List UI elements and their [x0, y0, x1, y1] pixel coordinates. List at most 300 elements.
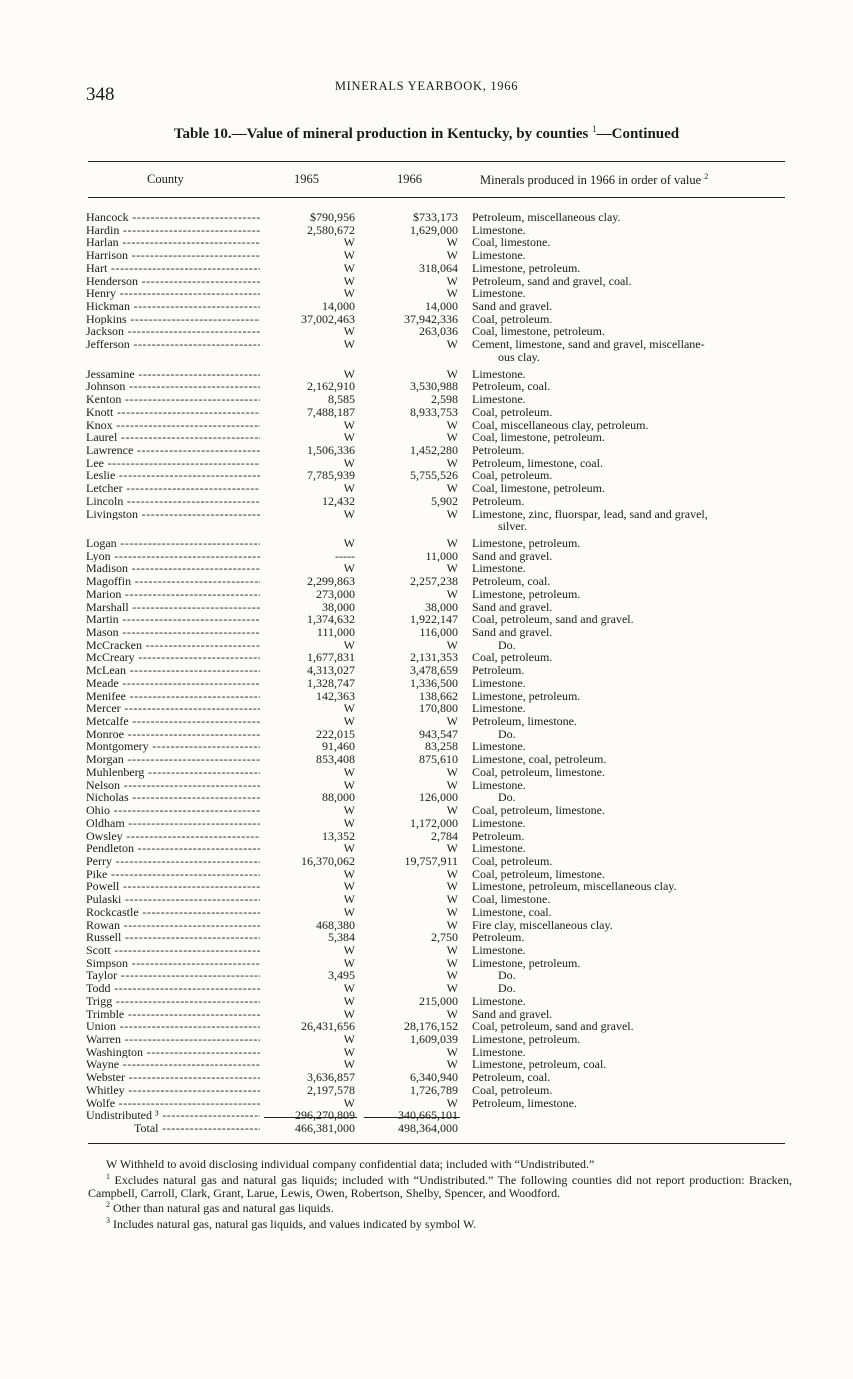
minerals-cell — [472, 588, 790, 601]
footnote-2 — [88, 1199, 792, 1215]
minerals-text: Petroleum, coal. — [472, 379, 551, 394]
value-1965: 12,432 — [322, 493, 355, 508]
minerals-cell — [472, 715, 790, 728]
county-name: Russell ----- — [86, 931, 260, 944]
minerals-text-continued: silver. — [498, 519, 527, 534]
value-1965: 5,384 — [328, 930, 355, 945]
value-1966: 1,172,000 — [410, 815, 458, 830]
value-1965: W — [343, 637, 355, 652]
value-1966: 83,258 — [425, 739, 458, 754]
table-body — [0, 211, 853, 1122]
table-row — [0, 550, 853, 563]
table-row — [0, 588, 853, 601]
value-1966: W — [446, 337, 458, 352]
minerals-cell — [472, 575, 790, 588]
minerals-cell — [472, 677, 790, 690]
value-1965: W — [343, 841, 355, 856]
footnotes — [88, 1158, 792, 1231]
table-row — [0, 677, 853, 690]
minerals-text: Limestone. — [472, 675, 526, 690]
value-1965: W — [343, 701, 355, 716]
total-value-1966: 498,364,000 — [398, 1121, 458, 1135]
value-1966: W — [446, 430, 458, 445]
minerals-cell — [472, 906, 790, 919]
county-name: Martin ----- — [86, 613, 260, 626]
county-name: Owsley ----- — [86, 830, 260, 843]
county-name: Pike ----- — [86, 868, 260, 881]
table-row — [0, 300, 853, 313]
value-1966: W — [446, 714, 458, 729]
minerals-cell — [472, 664, 790, 677]
table-row — [0, 211, 853, 224]
county-name: Henderson ----- — [86, 275, 260, 288]
value-1965: 142,363 — [316, 688, 355, 703]
value-1966: $733,173 — [413, 210, 458, 224]
value-1966: W — [446, 904, 458, 919]
county-name: Menifee ----- — [86, 690, 260, 703]
minerals-text: Coal, petroleum. — [472, 311, 553, 326]
county-name: Jefferson ----- — [86, 338, 260, 351]
county-name: Muhlenberg ----- — [86, 766, 260, 779]
table-row — [0, 995, 853, 1008]
value-1965: 7,488,187 — [307, 404, 355, 419]
footnote-w-text: W Withheld to avoid disclosing individual company confidential data; included with “Undistributed.” — [106, 1157, 595, 1171]
minerals-text: Petroleum. — [472, 930, 525, 945]
value-1966: W — [446, 879, 458, 894]
county-name: McCracken ----- — [86, 639, 260, 652]
footnote-2-mark: 2 — [106, 1200, 110, 1210]
county-name: Union ----- — [86, 1020, 260, 1033]
value-1966: 215,000 — [419, 993, 458, 1008]
value-1966: 116,000 — [419, 625, 458, 639]
minerals-text: Sand and gravel. — [472, 1006, 553, 1021]
value-1965: 853,408 — [316, 752, 355, 767]
minerals-text: Coal, petroleum. — [472, 404, 553, 419]
table-row — [0, 482, 853, 495]
value-1965: W — [343, 866, 355, 881]
value-1966: 943,547 — [419, 726, 458, 741]
value-1965: W — [343, 506, 355, 521]
value-1966: W — [446, 764, 458, 779]
footnote-3-mark: 3 — [106, 1216, 110, 1226]
minerals-cell — [472, 262, 790, 275]
footnote-3-text: Includes natural gas, natural gas liquids, and values indicated by symbol W. — [113, 1217, 477, 1232]
footnote-1-mark: 1 — [106, 1171, 110, 1181]
table-row — [0, 1084, 853, 1097]
county-name: Oldham ----- — [86, 817, 260, 830]
county-name: Powell ----- — [86, 880, 260, 893]
value-1965: W — [343, 455, 355, 470]
table-row — [0, 969, 853, 982]
minerals-text: Petroleum. — [472, 828, 525, 843]
county-name: Lyon ----- — [86, 550, 260, 563]
value-1965: 3,495 — [328, 968, 355, 983]
value-1966: 2,131,353 — [410, 650, 458, 665]
county-name: Leslie ----- — [86, 469, 260, 482]
value-1965: W — [343, 561, 355, 576]
minerals-cell — [472, 338, 790, 363]
value-1965: W — [343, 260, 355, 275]
table-row — [0, 766, 853, 779]
minerals-text-continued: ous clay. — [498, 349, 540, 364]
column-header-1965: 1965 — [294, 172, 319, 186]
minerals-text: Limestone, petroleum. — [472, 1032, 581, 1046]
county-name: Monroe ----- — [86, 728, 260, 741]
minerals-text: Do. — [498, 981, 516, 996]
value-1966: W — [446, 286, 458, 301]
value-1965: W — [343, 1044, 355, 1059]
table-row — [0, 393, 853, 406]
running-head: MINERALS YEARBOOK, 1966 — [334, 79, 519, 93]
table-row — [0, 944, 853, 957]
minerals-text: Sand and gravel. — [472, 625, 553, 639]
minerals-text: Limestone, petroleum. — [472, 688, 581, 703]
value-1966: W — [446, 803, 458, 818]
county-name: Jessamine ----- — [86, 368, 260, 381]
county-name: Taylor ----- — [86, 969, 260, 982]
table-title — [0, 124, 853, 143]
county-name: Webster ----- — [86, 1071, 260, 1084]
value-1966: 6,340,940 — [410, 1070, 458, 1085]
minerals-text: Coal, petroleum, sand and gravel. — [472, 612, 634, 627]
table-row — [0, 957, 853, 970]
footnote-1-text: Excludes natural gas and natural gas liquids; included with “Undistributed.” The following counties did not report production: Bracken, Campbell, Carroll, Clark, Grant, Larue, Lewis, Owen, Robertson, Shelby, Spencer, and Woodford. — [88, 1172, 793, 1200]
minerals-cell — [472, 969, 790, 982]
minerals-text: Petroleum, limestone. — [472, 714, 577, 729]
minerals-text: Petroleum. — [472, 493, 525, 508]
county-name: Hickman ----- — [86, 300, 260, 313]
county-name: Trigg ----- — [86, 995, 260, 1008]
minerals-text: Coal, petroleum. — [472, 468, 553, 483]
table-row — [0, 575, 853, 588]
value-1965: 8,585 — [328, 392, 355, 407]
value-1965: W — [343, 273, 355, 288]
county-name: Johnson ----- — [86, 380, 260, 393]
minerals-text: Limestone, coal, petroleum. — [472, 752, 607, 767]
minerals-text: Coal, limestone, petroleum. — [472, 324, 605, 339]
value-1966: 38,000 — [425, 599, 458, 614]
county-name: Rowan ----- — [86, 919, 260, 932]
county-name: Laurel ----- — [86, 431, 260, 444]
county-name: Hardin ----- — [86, 224, 260, 237]
value-1965: 2,197,578 — [307, 1082, 355, 1097]
value-1965: 7,785,939 — [307, 468, 355, 483]
table-row — [0, 380, 853, 393]
value-1965: 88,000 — [322, 790, 355, 805]
column-header-county: County — [147, 172, 184, 186]
minerals-text: Petroleum, limestone. — [472, 1095, 577, 1110]
county-name: Hancock ----- — [86, 211, 260, 224]
minerals-text: Limestone. — [472, 366, 526, 381]
minerals-cell — [472, 444, 790, 457]
minerals-text: Sand and gravel. — [472, 599, 553, 614]
value-1965: W — [343, 892, 355, 907]
county-name: Harrison ----- — [86, 249, 260, 262]
minerals-text: Petroleum. — [472, 663, 525, 678]
minerals-text: Coal, petroleum, limestone. — [472, 866, 605, 881]
value-1965: 111,000 — [316, 625, 355, 639]
value-1966: W — [446, 248, 458, 263]
table-row — [0, 830, 853, 843]
county-name: Harlan ----- — [86, 236, 260, 249]
value-1966: 1,726,789 — [410, 1082, 458, 1097]
value-1965: W — [343, 714, 355, 729]
county-name: Metcalfe ----- — [86, 715, 260, 728]
county-name: Hart ----- — [86, 262, 260, 275]
value-1966: W — [446, 981, 458, 996]
value-1965: 38,000 — [322, 599, 355, 614]
minerals-text: Coal, petroleum, sand and gravel. — [472, 1019, 634, 1034]
value-1965: 16,370,062 — [301, 853, 355, 868]
county-name: Wolfe ----- — [86, 1097, 260, 1110]
value-1966: W — [446, 866, 458, 881]
value-1966: 1,452,280 — [410, 442, 458, 457]
county-name: Pulaski ----- — [86, 893, 260, 906]
table-row — [0, 715, 853, 728]
value-1966: 138,662 — [419, 688, 458, 703]
value-1966: W — [446, 1057, 458, 1072]
column-header-minerals — [480, 172, 708, 188]
minerals-text: Petroleum, coal. — [472, 1070, 551, 1085]
minerals-text: Limestone. — [472, 739, 526, 754]
table-row — [0, 664, 853, 677]
value-1965: W — [343, 777, 355, 792]
value-1965: W — [343, 235, 355, 250]
value-1966: 263,036 — [419, 324, 458, 339]
table-title-footnote-mark: 1 — [592, 124, 597, 134]
value-1965: 222,015 — [316, 726, 355, 741]
minerals-text: Coal, limestone, petroleum. — [472, 481, 605, 496]
table-row — [0, 982, 853, 995]
minerals-text: Coal, miscellaneous clay, petroleum. — [472, 417, 649, 432]
value-1965: 4,313,027 — [307, 663, 355, 678]
minerals-text: Limestone. — [472, 993, 526, 1008]
value-1965: $790,956 — [310, 210, 355, 224]
table-row — [0, 262, 853, 275]
value-1965: W — [343, 942, 355, 957]
total-value-1965: 466,381,000 — [295, 1121, 355, 1135]
column-header-minerals-text: Minerals produced in 1966 in order of value — [480, 173, 702, 188]
table-row — [0, 495, 853, 508]
county-name: Letcher ----- — [86, 482, 260, 495]
minerals-cell — [472, 957, 790, 970]
value-1966: W — [446, 841, 458, 856]
value-1966: 126,000 — [419, 790, 458, 805]
county-name: Morgan ----- — [86, 753, 260, 766]
minerals-text: Coal, limestone, petroleum. — [472, 430, 605, 445]
table-row — [0, 224, 853, 237]
value-1966: 5,755,526 — [410, 468, 458, 483]
value-1966: 3,478,659 — [410, 663, 458, 678]
value-1965: W — [343, 993, 355, 1008]
table-title-text: Table 10.—Value of mineral production in Kentucky, by counties — [173, 126, 589, 142]
value-1966: W — [446, 955, 458, 970]
table-row — [0, 275, 853, 288]
value-1966: W — [446, 586, 458, 601]
minerals-cell — [472, 626, 790, 639]
value-1966: 2,750 — [431, 930, 458, 945]
value-1965: W — [343, 879, 355, 894]
value-1965: 37,002,463 — [301, 311, 355, 326]
value-1966: 19,757,911 — [404, 853, 458, 868]
table-row — [0, 906, 853, 919]
county-name: Simpson ----- — [86, 957, 260, 970]
page-number: 348 — [86, 84, 115, 105]
minerals-cell — [472, 855, 790, 868]
minerals-cell — [472, 406, 790, 419]
minerals-text: Limestone. — [472, 561, 526, 576]
table-row — [0, 508, 853, 533]
value-1965: W — [343, 1006, 355, 1021]
table-row — [0, 469, 853, 482]
value-1965: W — [343, 815, 355, 830]
table-title-suffix: —Continued — [596, 126, 680, 142]
minerals-text: Coal, petroleum, limestone. — [472, 803, 605, 818]
county-name: Hopkins ----- — [86, 313, 260, 326]
minerals-text: Limestone. — [472, 815, 526, 830]
minerals-text: Coal, petroleum. — [472, 853, 553, 868]
minerals-text: Fire clay, miscellaneous clay. — [472, 917, 613, 932]
county-name: Trimble ----- — [86, 1008, 260, 1021]
value-1966: 11,000 — [425, 548, 458, 563]
value-1966: W — [446, 561, 458, 576]
minerals-cell — [472, 995, 790, 1008]
value-1966: 1,336,500 — [410, 675, 458, 690]
value-1965: W — [343, 764, 355, 779]
county-name: Perry ----- — [86, 855, 260, 868]
value-1965: 26,431,656 — [301, 1019, 355, 1034]
value-1966: 14,000 — [425, 299, 458, 314]
table-row — [0, 931, 853, 944]
minerals-cell — [472, 537, 790, 550]
footnote-w — [88, 1158, 792, 1171]
value-1965: W — [343, 803, 355, 818]
county-name: Henry ----- — [86, 287, 260, 300]
county-name: Lawrence ----- — [86, 444, 260, 457]
value-1966: 2,257,238 — [410, 574, 458, 589]
county-name: Jackson ----- — [86, 325, 260, 338]
minerals-text: Do. — [498, 968, 516, 983]
county-name: Kenton ----- — [86, 393, 260, 406]
county-name: Marion ----- — [86, 588, 260, 601]
minerals-cell — [472, 893, 790, 906]
minerals-text: Do. — [498, 637, 516, 652]
minerals-text: Petroleum, miscellaneous clay. — [472, 210, 621, 224]
value-1965: 1,328,747 — [307, 675, 355, 690]
county-name: McLean ----- — [86, 664, 260, 677]
table-bottom-rule — [88, 1143, 785, 1144]
value-1966: W — [446, 506, 458, 521]
value-1966: 5,902 — [431, 493, 458, 508]
minerals-text: Petroleum. — [472, 442, 525, 457]
county-name: Logan ----- — [86, 537, 260, 550]
footnote-1 — [88, 1171, 792, 1200]
minerals-cell — [472, 1084, 790, 1097]
minerals-text: Limestone. — [472, 286, 526, 301]
value-1965: W — [343, 324, 355, 339]
value-1966: W — [446, 892, 458, 907]
county-name: Livingston ----- — [86, 508, 260, 521]
minerals-text: Petroleum, coal. — [472, 574, 551, 589]
value-1965: 14,000 — [322, 299, 355, 314]
value-1966: 875,610 — [419, 752, 458, 767]
minerals-text: Limestone. — [472, 701, 526, 716]
value-1965: 296,270,809 — [295, 1108, 355, 1123]
total-rule-1966 — [364, 1117, 460, 1118]
minerals-text: Limestone, petroleum, coal. — [472, 1057, 607, 1072]
value-1966: W — [446, 273, 458, 288]
county-name: Magoffin ----- — [86, 575, 260, 588]
minerals-text: Limestone. — [472, 942, 526, 957]
minerals-text: Limestone, petroleum. — [472, 260, 581, 275]
table-row — [0, 1046, 853, 1059]
minerals-cell — [472, 249, 790, 262]
minerals-text: Limestone. — [472, 841, 526, 856]
minerals-text: Sand and gravel. — [472, 548, 553, 563]
county-name: Knott ----- — [86, 406, 260, 419]
value-1965: 2,162,910 — [307, 379, 355, 394]
minerals-cell — [472, 1071, 790, 1084]
minerals-text: Limestone, petroleum. — [472, 586, 581, 601]
county-name: Marshall ----- — [86, 601, 260, 614]
value-1965: W — [343, 955, 355, 970]
value-1966: W — [446, 917, 458, 932]
table-row — [0, 1071, 853, 1084]
table-row — [0, 919, 853, 932]
total-row — [0, 1121, 853, 1135]
minerals-text: Limestone. — [472, 248, 526, 263]
value-1966: 2,784 — [431, 828, 458, 843]
value-1966: W — [446, 1044, 458, 1059]
value-1966: W — [446, 1095, 458, 1110]
minerals-text: Limestone, coal. — [472, 904, 552, 919]
footnote-2-text: Other than natural gas and natural gas liquids. — [113, 1201, 334, 1216]
value-1965: ----- — [335, 548, 355, 563]
minerals-cell — [472, 753, 790, 766]
value-1966: 1,629,000 — [410, 222, 458, 237]
value-1966: 8,933,753 — [410, 404, 458, 419]
minerals-text: Limestone. — [472, 392, 526, 407]
county-name: Pendleton ----- — [86, 842, 260, 855]
table-row — [0, 702, 853, 715]
table-row — [0, 338, 853, 363]
table-row — [0, 804, 853, 817]
value-1965: 1,506,336 — [307, 442, 355, 457]
value-1965: W — [343, 366, 355, 381]
minerals-text: Do. — [498, 726, 516, 741]
value-1965: 3,636,857 — [307, 1070, 355, 1085]
value-1965: W — [343, 286, 355, 301]
minerals-cell — [472, 1097, 790, 1110]
table-row — [0, 249, 853, 262]
county-name: Nicholas ----- — [86, 791, 260, 804]
county-name: Nelson ----- — [86, 779, 260, 792]
value-1966: W — [446, 777, 458, 792]
minerals-cell — [472, 211, 790, 224]
minerals-text: Coal, limestone. — [472, 235, 551, 250]
table-row — [0, 325, 853, 338]
value-1966: W — [446, 417, 458, 432]
value-1965: 273,000 — [316, 586, 355, 601]
value-1966: W — [446, 637, 458, 652]
county-name: Scott ----- — [86, 944, 260, 957]
value-1965: W — [343, 904, 355, 919]
table-row — [0, 791, 853, 804]
table-row — [0, 419, 853, 432]
value-1965: 91,460 — [322, 739, 355, 754]
minerals-text: Limestone. — [472, 1044, 526, 1059]
value-1965: W — [343, 337, 355, 352]
